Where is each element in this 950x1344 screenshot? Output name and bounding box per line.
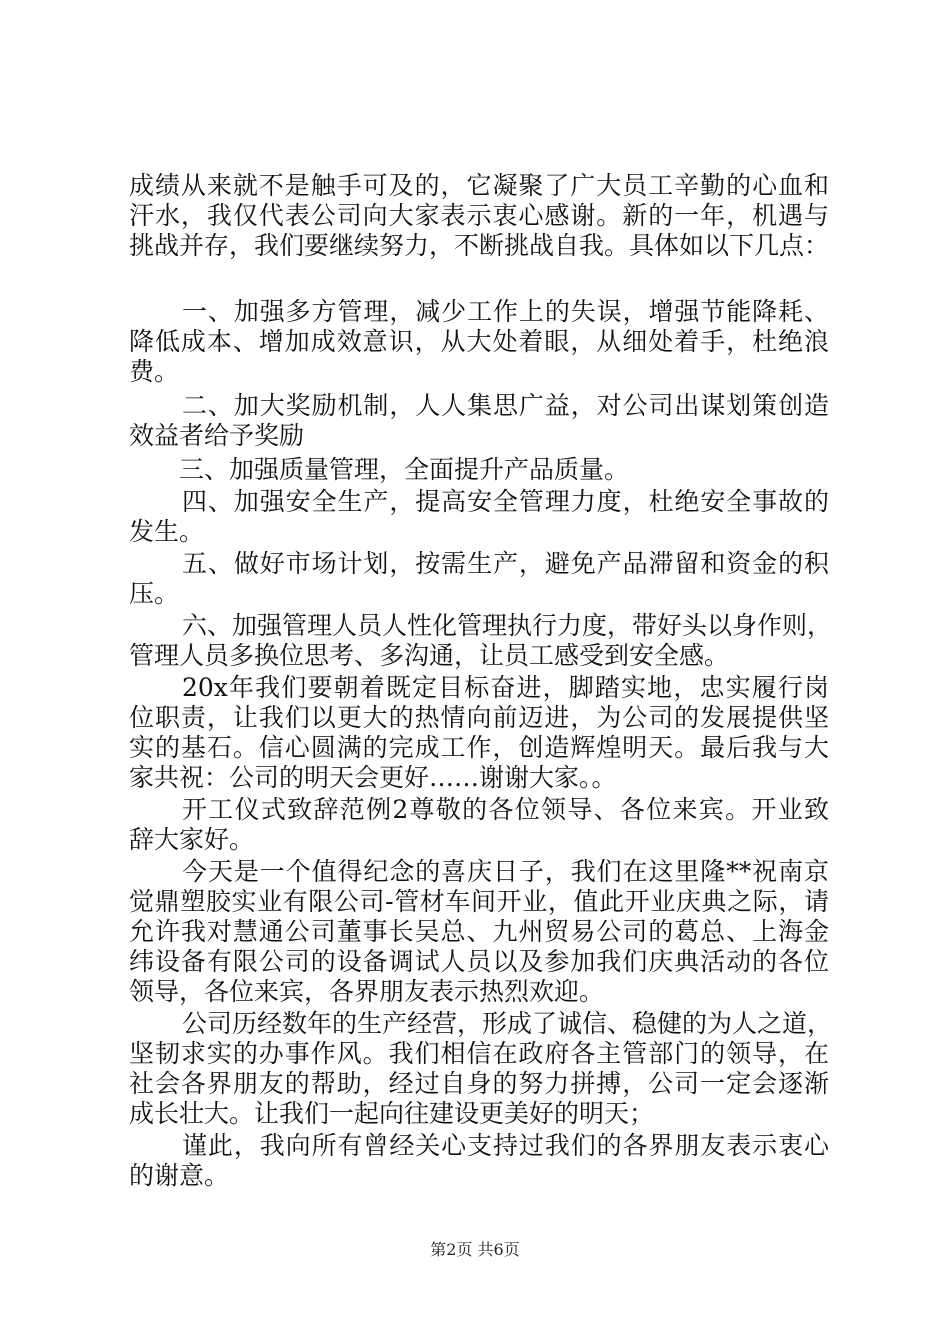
text-line: 坚韧求实的办事作风。我们相信在政府各主管部门的领导，在 bbox=[129, 1039, 829, 1068]
text-line: 压。 bbox=[129, 579, 180, 608]
text-line: 位职责，让我们以更大的热情向前迈进，为公司的发展提供坚 bbox=[129, 703, 829, 732]
paragraph bbox=[129, 455, 829, 485]
text-line: 五、做好市场计划，按需生产，避免产品滞留和资金的积 bbox=[182, 549, 829, 578]
text-line: 开工仪式致辞范例2尊敬的各位领导、各位来宾。开业致 bbox=[182, 795, 829, 824]
text-line: 汗水，我仅代表公司向大家表示衷心感谢。新的一年，机遇与 bbox=[129, 201, 829, 230]
text-line: 三、加强质量管理，全面提升产品质量。 bbox=[179, 455, 630, 484]
paragraph bbox=[129, 1009, 833, 1129]
paragraph-gap bbox=[129, 261, 829, 297]
text-line: 一、加强多方管理，减少工作上的失误，增强节能降耗、 bbox=[182, 297, 829, 326]
paragraph bbox=[129, 673, 829, 793]
text-line: 六、加强管理人员人性化管理执行力度，带好头以身作则， bbox=[182, 611, 833, 640]
text-line: 成长壮大。让我们一起向往建设更美好的明天； bbox=[129, 1099, 655, 1128]
paragraph bbox=[129, 297, 829, 387]
text-line: 谨此，我向所有曾经关心支持过我们的各界朋友表示衷心 bbox=[182, 1131, 829, 1160]
paragraph bbox=[129, 1131, 829, 1191]
text-line: 费。 bbox=[129, 357, 180, 386]
text-line: 辞大家好。 bbox=[129, 825, 255, 854]
text-line: 今天是一个值得纪念的喜庆日子，我们在这里隆**祝南京 bbox=[182, 857, 829, 886]
text-line: 成绩从来就不是触手可及的，它凝聚了广大员工辛勤的心血和 bbox=[129, 171, 829, 200]
text-line: 公司历经数年的生产经营，形成了诚信、稳健的为人之道， bbox=[182, 1009, 833, 1038]
document-body bbox=[129, 171, 833, 1191]
text-line: 觉鼎塑胶实业有限公司-管材车间开业，值此开业庆典之际，请 bbox=[129, 887, 829, 916]
paragraph bbox=[129, 857, 829, 1007]
text-line: 20x年我们要朝着既定目标奋进，脚踏实地，忠实履行岗 bbox=[182, 673, 829, 702]
text-line: 效益者给予奖励 bbox=[129, 421, 305, 450]
text-line: 实的基石。信心圆满的完成工作，创造辉煌明天。最后我与大 bbox=[129, 733, 829, 762]
text-line: 纬设备有限公司的设备调试人员以及参加我们庆典活动的各位 bbox=[129, 947, 829, 976]
paragraph bbox=[129, 487, 829, 547]
text-line: 社会各界朋友的帮助，经过自身的努力拼搏，公司一定会逐渐 bbox=[129, 1069, 829, 1098]
text-line: 发生。 bbox=[129, 517, 205, 546]
text-line: 家共祝：公司的明天会更好……谢谢大家。。 bbox=[129, 763, 617, 792]
paragraph bbox=[129, 611, 833, 671]
text-line: 允许我对慧通公司董事长吴总、九州贸易公司的葛总、上海金 bbox=[129, 917, 829, 946]
paragraph bbox=[129, 171, 829, 261]
paragraph bbox=[129, 391, 829, 451]
text-line: 领导，各位来宾，各界朋友表示热烈欢迎。 bbox=[129, 977, 605, 1006]
paragraph bbox=[129, 795, 829, 855]
text-line: 挑战并存，我们要继续努力，不断挑战自我。具体如以下几点： bbox=[129, 231, 830, 260]
text-line: 四、加强安全生产，提高安全管理力度，杜绝安全事故的 bbox=[182, 487, 829, 516]
text-line: 的谢意。 bbox=[129, 1161, 230, 1190]
text-line: 降低成本、增加成效意识，从大处着眼，从细处着手，杜绝浪 bbox=[129, 327, 829, 356]
page-number-footer: 第2页 共6页 bbox=[430, 1240, 520, 1259]
text-line: 二、加大奖励机制，人人集思广益，对公司出谋划策创造 bbox=[182, 391, 829, 420]
paragraph bbox=[129, 549, 829, 609]
text-line: 管理人员多换位思考、多沟通，让员工感受到安全感。 bbox=[129, 641, 730, 670]
